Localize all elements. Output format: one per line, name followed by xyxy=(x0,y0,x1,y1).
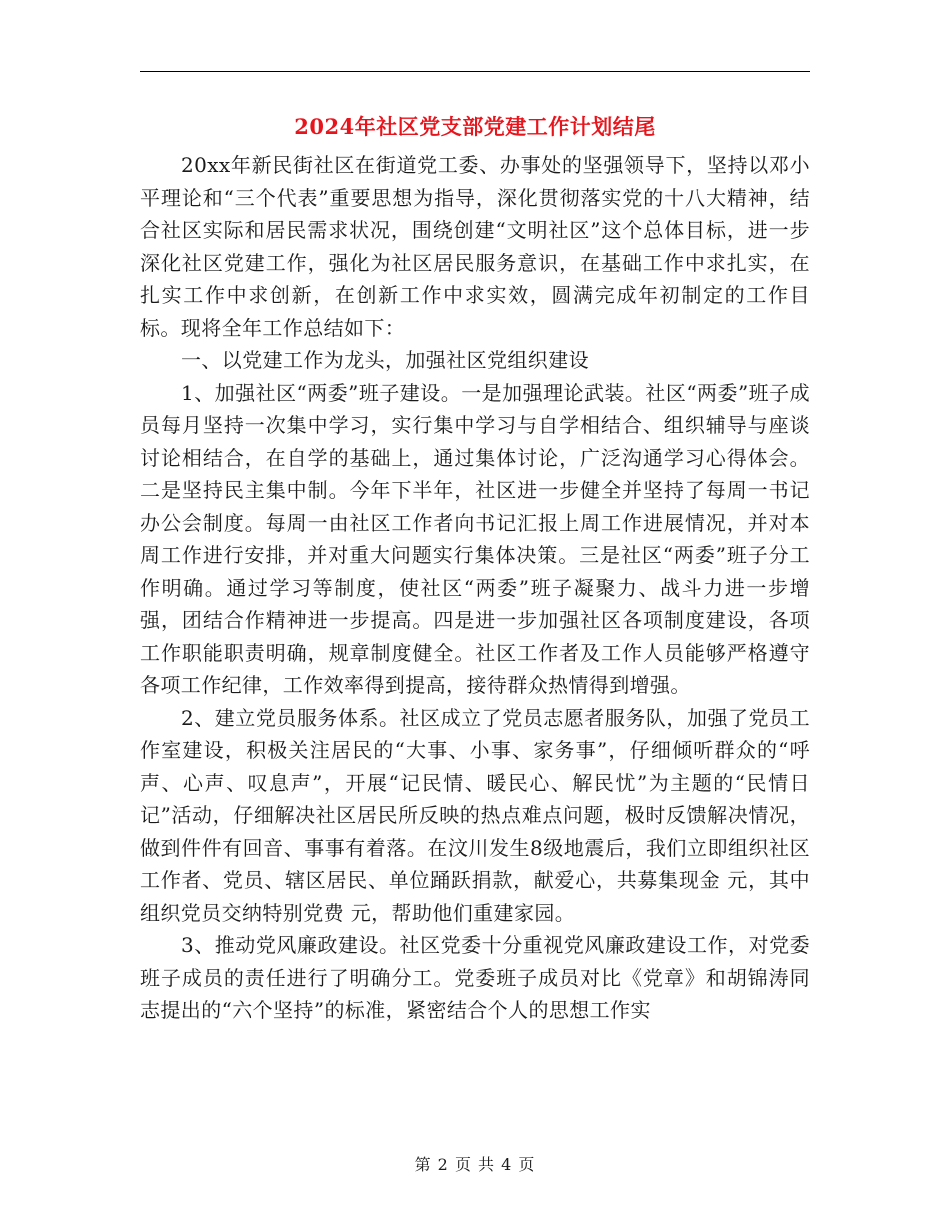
paragraph-item-1: 1、加强社区“两委”班子建设。一是加强理论武装。社区“两委”班子成员每月坚持一次集中学习，实行集中学习与自学相结合、组织辅导与座谈讨论相结合，在自学的基础上，通过集体讨论，广泛沟通学习心得体会。二是坚持民主集中制。今年下半年，社区进一步健全并坚持了每周一书记办公会制度。每周一由社区工作者向书记汇报上周工作进展情况，并对本周工作进行安排，并对重大问题实行集体决策。三是社区“两委”班子分工作明确。通过学习等制度，使社区“两委”班子凝聚力、战斗力进一步增强，团结合作精神进一步提高。四是进一步加强社区各项制度建设，各项工作职能职责明确，规章制度健全。社区工作者及工作人员能够严格遵守各项工作纪律，工作效率得到提高，接待群众热情得到增强。 xyxy=(140,380,810,697)
paragraph-item-2: 2、建立党员服务体系。社区成立了党员志愿者服务队，加强了党员工作室建设，积极关注居民的“大事、小事、家务事”，仔细倾听群众的“呼声、心声、叹息声”，开展“记民情、暖民心、解民忧”为主题的“民情日记”活动，仔细解决社区居民所反映的热点难点问题，极时反馈解决情况，做到件件有回音、事事有着落。在汶川发生8级地震后，我们立即组织社区工作者、党员、辖区居民、单位踊跃捐款，献爱心，共募集现金 元，其中组织党员交纳特别党费 元，帮助他们重建家园。 xyxy=(140,705,810,925)
intro-paragraph: 20xx年新民街社区在街道党工委、办事处的坚强领导下，坚持以邓小平理论和“三个代表”重要思想为指导，深化贯彻落实党的十八大精神，结合社区实际和居民需求状况，围绕创建“文明社区”这个总体目标，进一步深化社区党建工作，强化为社区居民服务意识，在基础工作中求扎实，在扎实工作中求创新，在创新工作中求实效，圆满完成年初制定的工作目标。现将全年工作总结如下： xyxy=(140,153,810,340)
section-heading: 一、以党建工作为龙头，加强社区党组织建设 xyxy=(181,348,589,372)
paragraph-item-3: 3、推动党风廉政建设。社区党委十分重视党风廉政建设工作，对党委班子成员的责任进行了明确分工。党委班子成员对比《党章》和胡锦涛同志提出的“六个坚持”的标准，紧密结合个人的思想工作实 xyxy=(140,933,810,1022)
document-title: 2024年社区党支部党建工作计划结尾 xyxy=(294,114,656,139)
page-number-footer: 第 2 页 共 4 页 xyxy=(414,1155,536,1174)
document-body xyxy=(140,149,810,1027)
header-rule xyxy=(140,71,810,72)
